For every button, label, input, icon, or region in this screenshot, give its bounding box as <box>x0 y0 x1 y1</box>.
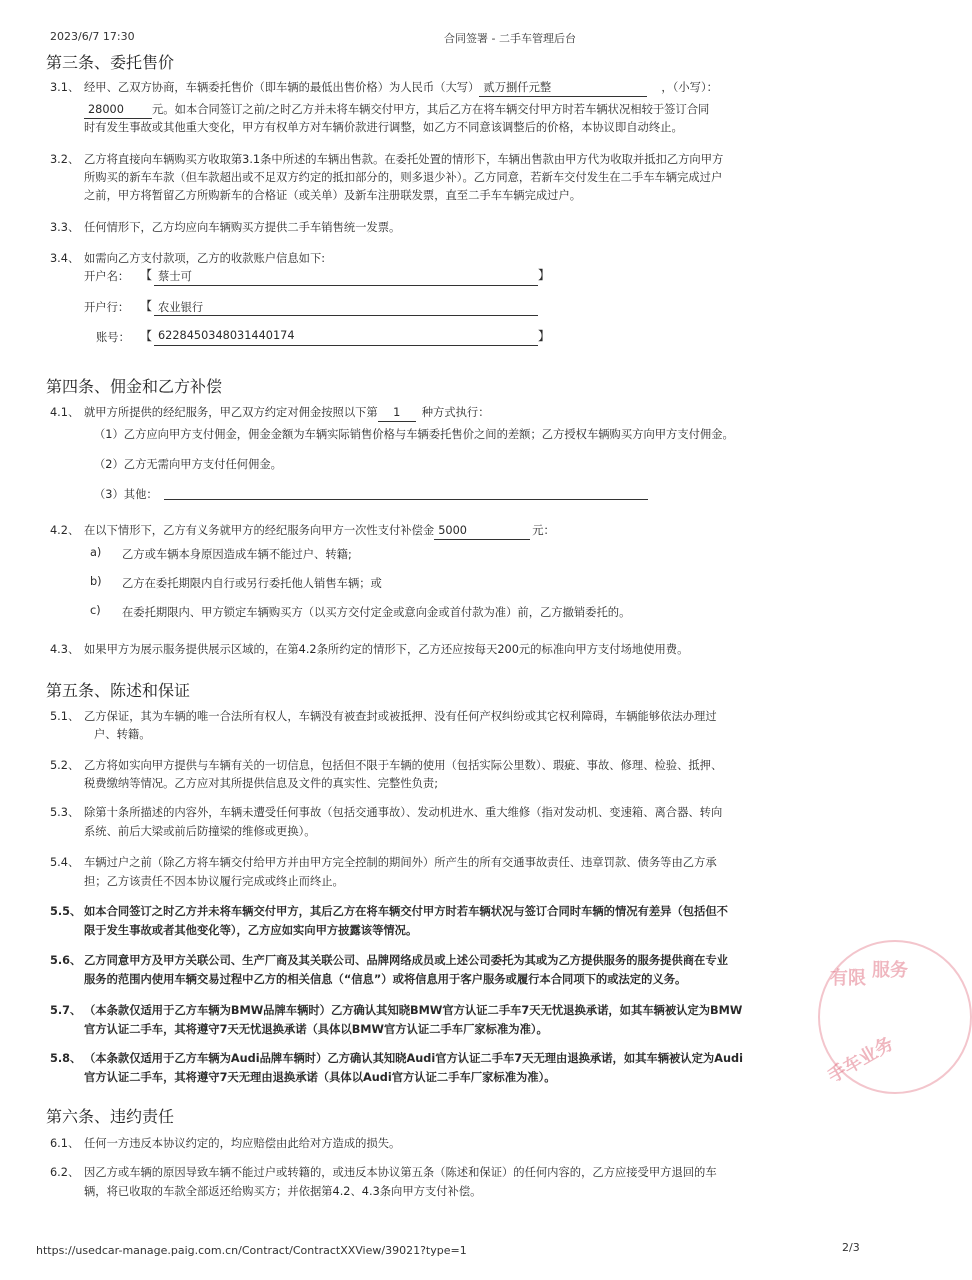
clause-line: 乙方将如实向甲方提供与车辆有关的一切信息，包括但不限于车辆的使用（包括实际公里数）、瑕疵、事故、修理、检验、抵押、 <box>84 759 723 772</box>
clause-number: 3.2、 <box>50 153 80 166</box>
page-number: 2/3 <box>842 1241 860 1254</box>
company-seal: 有限 服务 手车业务 <box>818 940 972 1094</box>
clause-line: 任何情形下，乙方均应向车辆购买方提供二手车销售统一发票。 <box>84 221 401 234</box>
clause-number: 4.3、 <box>50 643 80 656</box>
right-bracket: 】 <box>538 329 551 343</box>
print-datetime: 2023/6/7 17:30 <box>50 30 135 43</box>
left-bracket: 【 <box>140 329 153 343</box>
clause-number: 5.3、 <box>50 806 80 819</box>
amount-upper-field: 贰万捌仟元整 <box>479 80 647 97</box>
option-3: （3）其他： <box>94 488 158 501</box>
compensation-amount-field: 5000 <box>434 523 530 540</box>
clause-line: 如本合同签订之时乙方并未将车辆交付甲方，其后乙方在将车辆交付甲方时若车辆状况与签订合同时车辆的情况有差异（包括但不 <box>84 905 728 918</box>
amount-lower-field: 28000 <box>84 102 152 119</box>
clause-line: 乙方同意甲方及甲方关联公司、生产厂商及其关联公司、品牌网络成员或上述公司委托为其或为乙方提供服务的服务提供商在专业 <box>84 954 728 967</box>
clause-number: 5.4、 <box>50 856 80 869</box>
option-2: （2）乙方无需向甲方支付任何佣金。 <box>94 458 282 471</box>
clause-line: 因乙方或车辆的原因导致车辆不能过户或转籍的，或违反本协议第五条（陈述和保证）的任何内容的，乙方应接受甲方退回的车 <box>84 1166 717 1179</box>
section-title-art4: 第四条、佣金和乙方补偿 <box>46 377 223 396</box>
clause-line: 限于发生事故或者其他变化等），乙方应如实向甲方披露该等情况。 <box>84 924 418 937</box>
item-text: 乙方或车辆本身原因造成车辆不能过户、转籍; <box>122 548 352 561</box>
clause-line: 除第十条所描述的内容外，车辆未遭受任何事故（包括交通事故）、发动机进水、重大维修（指对发动机、变速箱、离合器、转向 <box>84 806 723 819</box>
left-bracket: 【 <box>140 299 153 313</box>
left-bracket: 【 <box>140 268 153 282</box>
underline <box>154 315 538 316</box>
clause-line: 税费缴纳等情况。乙方应对其所提供信息及文件的真实性、完整性负责; <box>84 777 439 790</box>
underline <box>154 285 538 286</box>
footer-url: https://usedcar-manage.paig.com.cn/Contract/ContractXXView/39021?type=1 <box>36 1244 467 1257</box>
clause-number: 4.2、 <box>50 524 80 537</box>
clause-line: 在以下情形下，乙方有义务就甲方的经纪服务向甲方一次性支付补偿金 5000 元： <box>84 521 864 541</box>
account-number-label: 账号： <box>96 331 130 344</box>
clause-line: 官方认证二手车，其将遵守7天无忧退换承诺（具体以BMW官方认证二手车厂家标准为准）。 <box>84 1023 548 1036</box>
clause-number: 6.1、 <box>50 1137 80 1150</box>
clause-number: 5.2、 <box>50 759 80 772</box>
item-text: 乙方在委托期限内自行或另行委托他人销售车辆；或 <box>122 577 382 590</box>
clause-line: 车辆过户之前（除乙方将车辆交付给甲方并由甲方完全控制的期间外）所产生的所有交通事故责任、违章罚款、债务等由乙方承 <box>84 856 717 869</box>
bank-label: 开户行： <box>84 301 130 314</box>
clause-line: （本条款仅适用于乙方车辆为BMW品牌车辆时）乙方确认其知晓BMW官方认证二手车7天无忧退换承诺，如其车辆被认定为BMW <box>84 1004 743 1017</box>
clause-number: 5.5、 <box>50 905 82 918</box>
item-tag: a) <box>90 546 102 559</box>
clause-line: 担；乙方该责任不因本协议履行完成或终止而终止。 <box>84 875 344 888</box>
option-1: （1）乙方应向甲方支付佣金，佣金金额为车辆实际销售价格与车辆委托售价之间的差额；乙方授权车辆购买方向甲方支付佣金。 <box>94 428 734 441</box>
clause-line: 系统、前后大梁或前后防撞梁的维修或更换）。 <box>84 825 316 838</box>
clause-number: 5.7、 <box>50 1004 82 1017</box>
clause-line: 就甲方所提供的经纪服务，甲乙双方约定对佣金按照以下第 1 种方式执行： <box>84 403 864 423</box>
clause-number: 3.3、 <box>50 221 80 234</box>
clause-line: 28000 元。如本合同签订之前/之时乙方并未将车辆交付甲方，其后乙方在将车辆交付甲方时若车辆状况相较于签订合同 <box>84 100 864 120</box>
page-title: 合同签署 - 二手车管理后台 <box>444 32 576 45</box>
clause-line: 户、转籍。 <box>94 728 151 741</box>
section-title-art6: 第六条、违约责任 <box>46 1107 175 1126</box>
clause-number: 5.8、 <box>50 1052 82 1065</box>
item-tag: c) <box>90 604 101 617</box>
item-text: 在委托期限内、甲方锁定车辆购买方（以买方交付定金或意向金或首付款为准）前，乙方撤销委托的。 <box>122 606 631 619</box>
clause-line: 经甲、乙双方协商，车辆委托售价（即车辆的最低出售价格）为人民币（大写） 贰万捌仟元整 ，（小写）： <box>84 78 864 98</box>
clause-line: 服务的范围内使用车辆交易过程中乙方的相关信息（“信息”）或将信息用于客户服务或履行本合同项下的或法定的义务。 <box>84 973 687 986</box>
item-tag: b) <box>90 575 102 588</box>
clause-line: 所购买的新车车款（但车款超出或不足双方约定的抵扣部分的，则多退少补）。乙方同意，若新车交付发生在二手车车辆完成过户 <box>84 171 723 184</box>
clause-line: 官方认证二手车，其将遵守7天无理由退换承诺（具体以Audi官方认证二手车厂家标准为准）。 <box>84 1071 556 1084</box>
account-number-value: 6228450348031440174 <box>158 329 295 342</box>
section-title-art5: 第五条、陈述和保证 <box>46 681 191 700</box>
underline <box>154 345 538 346</box>
clause-line: 任何一方违反本协议约定的，均应赔偿由此给对方造成的损失。 <box>84 1137 401 1150</box>
clause-line: 乙方保证，其为车辆的唯一合法所有权人，车辆没有被查封或被抵押、没有任何产权纠纷或其它权利障碍，车辆能够依法办理过 <box>84 710 717 723</box>
clause-number: 5.6、 <box>50 954 82 967</box>
underline <box>164 499 648 500</box>
clause-number: 5.1、 <box>50 710 80 723</box>
account-holder-value: 蔡士可 <box>158 270 192 283</box>
right-bracket: 】 <box>538 268 551 282</box>
clause-line: 如果甲方为展示服务提供展示区域的，在第4.2条所约定的情形下，乙方还应按每天200元的标准向甲方支付场地使用费。 <box>84 643 689 656</box>
commission-method-field: 1 <box>378 405 416 422</box>
clause-line: 辆，将已收取的车款全部返还给购买方；并依据第4.2、4.3条向甲方支付补偿。 <box>84 1185 482 1198</box>
clause-number: 3.4、 <box>50 252 80 265</box>
bank-value: 农业银行 <box>158 301 204 314</box>
clause-line: 如需向乙方支付款项，乙方的收款账户信息如下: <box>84 252 326 265</box>
clause-line: 之前，甲方将暂留乙方所购新车的合格证（或关单）及新车注册联发票，直至二手车车辆完成过户。 <box>84 189 582 202</box>
clause-line: 乙方将直接向车辆购买方收取第3.1条中所述的车辆出售款。在委托处置的情形下，车辆出售款由甲方代为收取并抵扣乙方向甲方 <box>84 153 724 166</box>
account-holder-label: 开户名： <box>84 270 130 283</box>
clause-number: 6.2、 <box>50 1166 80 1179</box>
section-title-art3: 第三条、委托售价 <box>46 53 175 72</box>
clause-number: 4.1、 <box>50 406 80 419</box>
clause-number: 3.1、 <box>50 81 80 94</box>
clause-line: 时有发生事故或其他重大变化，甲方有权单方对车辆价款进行调整，如乙方不同意该调整后的价格，本协议即自动终止。 <box>84 121 683 134</box>
clause-line: （本条款仅适用于乙方车辆为Audi品牌车辆时）乙方确认其知晓Audi官方认证二手车7天无理由退换承诺，如其车辆被认定为Audi <box>84 1052 743 1065</box>
